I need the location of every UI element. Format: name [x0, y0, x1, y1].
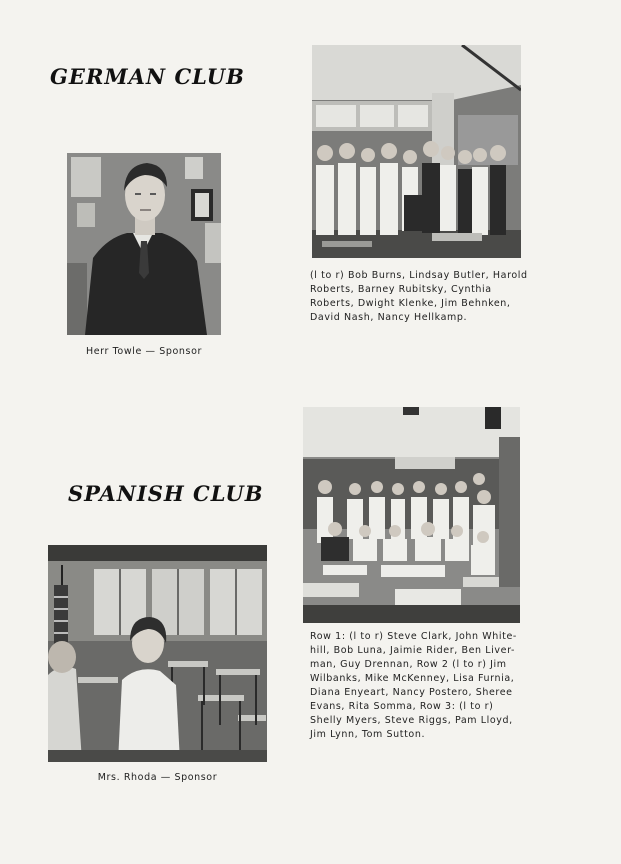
german-club-group-photo [312, 45, 521, 258]
german-club-sponsor-photo [67, 153, 221, 335]
spanish-club-sponsor-photo [48, 545, 267, 762]
spanish-club-sponsor-caption: Mrs. Rhoda — Sponsor [97, 772, 218, 783]
spanish-club-group-caption: Row 1: (l to r) Steve Clark, John White-hill, Bob Luna, Jaimie Rider, Ben Liver-man, Guy Drennan, Row 2 (l to r) Jim Wilbanks, Mike McKenney, Lisa Furnia, Diana Enyeart, Nancy Postero, Sheree Evans, Rita Somma, Row 3: (l to r) Shelly Myers, Steve Riggs, Pam Lloyd, Jim Lynn, Tom Sutton. [310, 631, 517, 740]
german-club-group-caption: (l to r) Bob Burns, Lindsay Butler, Harold Roberts, Barney Rubitsky, Cynthia Roberts, Dwight Klenke, Jim Behnken, David Nash, Nancy Hellkamp. [310, 270, 528, 323]
german-club-sponsor-caption: Herr Towle — Sponsor [85, 346, 202, 357]
german-club-heading: GERMAN CLUB [50, 64, 245, 89]
spanish-club-heading: SPANISH CLUB [68, 481, 264, 506]
spanish-club-group-photo [303, 407, 520, 623]
